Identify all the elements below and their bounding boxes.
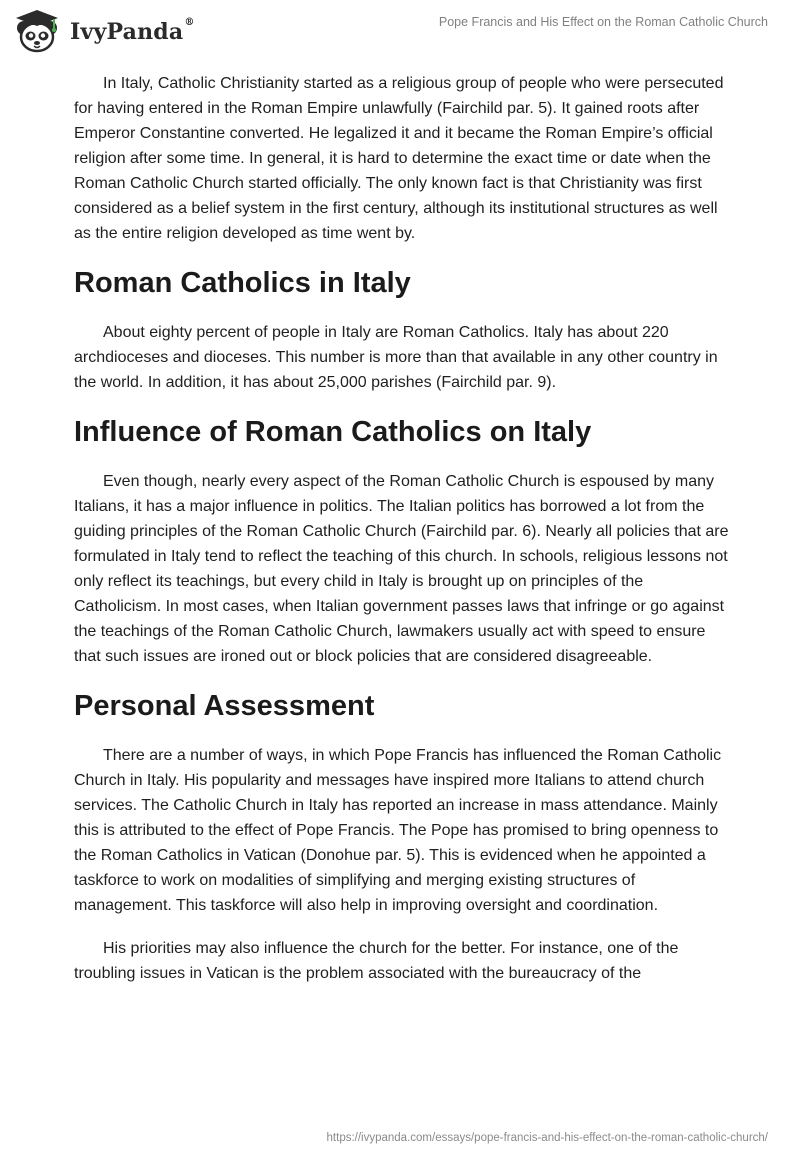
paragraph-personal-assessment-1: There are a number of ways, in which Pope Francis has influenced the Roman Catholic Church in Italy. His popularity and messages have inspired more Italians to attend church services. The Catholic Church in Italy has reported an increase in mass attendance. Mainly this is attributed to the effect of Pope Francis. The Pope has promised to bring openness to the Roman Catholics in Vatican (Donohue par. 5). This is evidenced when he appointed a taskforce to work on modalities of simplifying and merging existing structures of management. This taskforce will also help in improving oversight and coordination. [74, 747, 722, 914]
section-heading-personal-assessment: Personal Assessment [74, 690, 375, 722]
source-url[interactable]: https://ivypanda.com/essays/pope-francis-and-his-effect-on-the-roman-catholic-church/ [326, 1132, 768, 1144]
document-title: Pope Francis and His Effect on the Roman Catholic Church [438, 15, 768, 29]
paragraph-roman-catholics-in-italy: About eighty percent of people in Italy are Roman Catholics. Italy has about 220 archdioceses and dioceses. This number is more than that available in any other country in the world. In addition, it has about 25,000 parishes (Fairchild par. 9). [74, 324, 718, 391]
panda-graduation-cap-icon [14, 8, 64, 54]
logo-text: IvyPanda® [70, 17, 195, 45]
paragraph-influence-on-italy: Even though, nearly every aspect of the Roman Catholic Church is espoused by many Italians, it has a major influence in politics. The Italian politics has borrowed a lot from the guiding principles of the Roman Catholic Church (Fairchild par. 6). Nearly all policies that are formulated in Italy tend to reflect the teaching of this church. In schools, religious lessons not only reflect its teachings, but every child in Italy is brought up on principles of the Catholicism. In most cases, when Italian government passes laws that infringe or go against the teachings of the Roman Catholic Church, lawmakers usually act with speed to ensure that such issues are ironed out or block policies that are considered disagreeable. [74, 473, 729, 665]
paragraph-personal-assessment-2: His priorities may also influence the church for the better. For instance, one of the troubling issues in Vatican is the problem associated with the bureaucracy of the [74, 940, 679, 982]
page-header [0, 0, 800, 62]
section-heading-roman-catholics-in-italy: Roman Catholics in Italy [74, 267, 411, 299]
ivypanda-logo[interactable] [14, 8, 195, 54]
paragraph-intro: In Italy, Catholic Christianity started as a religious group of people who were persecuted for having entered in the Roman Empire unlawfully (Fairchild par. 5). It gained roots after Emperor Constantine converted. He legalized it and it became the Roman Empire’s official religion after some time. In general, it is hard to determine the exact time or date when the Roman Catholic Church started officially. The only known fact is that Christianity was first considered as a belief system in the first century, although its institutional structures as well as the entire religion developed as time went by. [74, 75, 724, 242]
essay-content [74, 71, 734, 1004]
section-heading-influence-on-italy: Influence of Roman Catholics on Italy [74, 416, 592, 448]
